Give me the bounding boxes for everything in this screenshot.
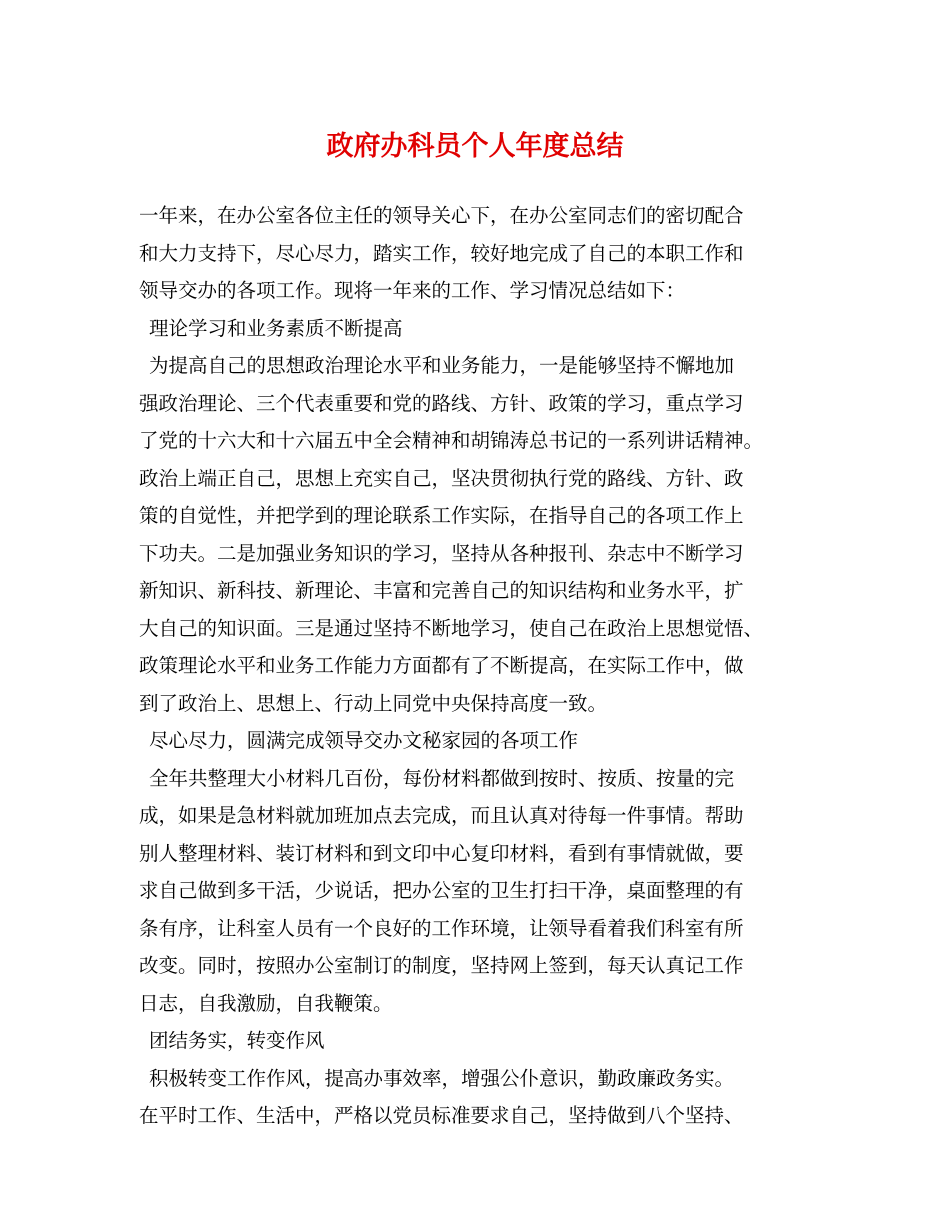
body-text-line: 成，如果是急材料就加班加点去完成，而且认真对待每一件事情。帮助 — [139, 804, 744, 827]
document-body — [139, 197, 829, 1135]
body-text-line: 大自己的知识面。三是通过坚持不断地学习，使自己在政治上思想觉悟、 — [139, 616, 764, 640]
body-text-line: 一年来，在办公室各位主任的领导关心下，在办公室同志们的密切配合 — [139, 204, 744, 227]
body-text-line: 理论学习和业务素质不断提高 — [149, 316, 403, 340]
body-text-line: 在平时工作、生活中，严格以党员标准要求自己，坚持做到八个坚持、 — [139, 1104, 744, 1127]
body-text-line: 条有序，让科室人员有一个良好的工作环境，让领导看着我们科室有所 — [139, 916, 744, 940]
body-text-line: 策的自觉性，并把学到的理论联系工作实际，在指导自己的各项工作上 — [139, 504, 744, 527]
body-text-line: 积极转变工作作风，提高办事效率，增强公仆意识，勤政廉政务实。 — [149, 1066, 735, 1090]
document-title: 政府办科员个人年度总结 — [326, 131, 624, 162]
body-text-line: 强政治理论、三个代表重要和党的路线、方针、政策的学习，重点学习 — [139, 391, 744, 415]
body-text-line: 全年共整理大小材料几百份，每份材料都做到按时、按质、按量的完 — [149, 766, 735, 790]
body-text-line: 团结务实，转变作风 — [149, 1029, 325, 1052]
body-text-line: 了党的十六大和十六届五中全会精神和胡锦涛总书记的一系列讲话精神。 — [139, 429, 764, 452]
body-text-line: 和大力支持下，尽心尽力，踏实工作，较好地完成了自己的本职工作和 — [139, 241, 744, 265]
body-text-line: 为提高自己的思想政治理论水平和业务能力，一是能够坚持不懈地加 — [149, 354, 735, 377]
body-text-line: 到了政治上、思想上、行动上同党中央保持高度一致。 — [139, 691, 608, 715]
body-text-line: 求自己做到多干活，少说话，把办公室的卫生打扫干净，桌面整理的有 — [139, 879, 744, 902]
body-text-line: 新知识、新科技、新理论、丰富和完善自己的知识结构和业务水平，扩 — [139, 579, 744, 602]
body-text-line: 日志，自我激励，自我鞭策。 — [139, 991, 393, 1015]
body-text-line: 政策理论水平和业务工作能力方面都有了不断提高，在实际工作中，做 — [139, 654, 744, 677]
body-text-line: 别人整理材料、装订材料和到文印中心复印材料，看到有事情就做，要 — [139, 841, 744, 865]
body-text-line: 尽心尽力，圆满完成领导交办文秘家园的各项工作 — [149, 729, 579, 752]
body-text-line: 改变。同时，按照办公室制订的制度，坚持网上签到，每天认真记工作 — [139, 954, 744, 977]
body-text-line: 政治上端正自己，思想上充实自己，坚决贯彻执行党的路线、方针、政 — [139, 466, 744, 490]
body-text-line: 下功夫。二是加强业务知识的学习，坚持从各种报刊、杂志中不断学习 — [139, 541, 744, 565]
body-text-line: 领导交办的各项工作。现将一年来的工作、学习情况总结如下： — [139, 279, 686, 302]
